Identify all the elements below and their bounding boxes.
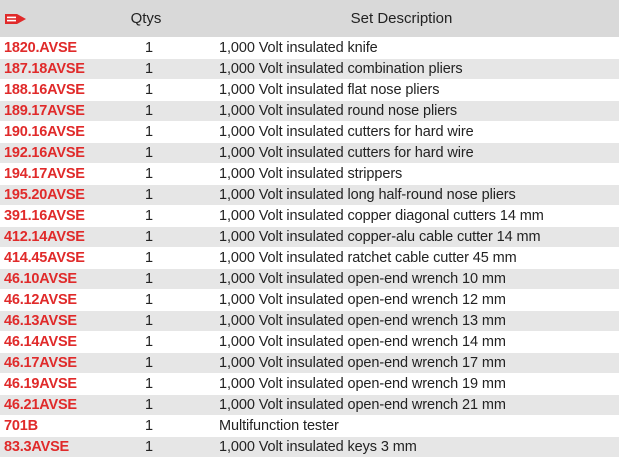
table-row (0, 121, 619, 142)
item-qty: 1 (144, 207, 154, 224)
item-qty: 1 (144, 270, 154, 287)
table-row (0, 37, 619, 58)
item-qty: 1 (144, 249, 154, 266)
item-qty: 1 (144, 60, 154, 77)
table-row (0, 331, 619, 352)
red-arrow-logo-icon (4, 12, 28, 26)
table-row (0, 226, 619, 247)
item-description: 1,000 Volt insulated ratchet cable cutter 45 mm (219, 249, 517, 266)
item-qty: 1 (144, 102, 154, 119)
table-row (0, 352, 619, 373)
item-code: 46.13AVSE (4, 312, 77, 329)
item-description: 1,000 Volt insulated keys 3 mm (219, 438, 417, 455)
item-code: 412.14AVSE (4, 228, 85, 245)
item-code: 391.16AVSE (4, 207, 85, 224)
item-qty: 1 (144, 312, 154, 329)
item-qty: 1 (144, 186, 154, 203)
item-description: 1,000 Volt insulated copper diagonal cutters 14 mm (219, 207, 544, 224)
table-header (0, 0, 619, 37)
item-code: 46.17AVSE (4, 354, 77, 371)
item-description: 1,000 Volt insulated strippers (219, 165, 403, 182)
table-row (0, 415, 619, 436)
item-qty: 1 (144, 333, 154, 350)
item-qty: 1 (144, 39, 154, 56)
item-code: 187.18AVSE (4, 60, 85, 77)
item-code: 189.17AVSE (4, 102, 85, 119)
table-row (0, 58, 619, 79)
table-row (0, 436, 619, 457)
table-row (0, 163, 619, 184)
item-qty: 1 (144, 375, 154, 392)
table-row (0, 100, 619, 121)
table-body (0, 37, 619, 457)
table-row (0, 310, 619, 331)
item-code: 46.14AVSE (4, 333, 77, 350)
description-column-header: Set Description (350, 9, 453, 27)
item-qty: 1 (144, 81, 154, 98)
item-qty: 1 (144, 417, 154, 434)
table-row (0, 142, 619, 163)
item-description: 1,000 Volt insulated open-end wrench 19 mm (219, 375, 506, 392)
item-code: 46.21AVSE (4, 396, 77, 413)
table-row (0, 205, 619, 226)
qty-column-header: Qtys (130, 9, 162, 27)
table-row (0, 373, 619, 394)
item-code: 188.16AVSE (4, 81, 85, 98)
item-code: 1820.AVSE (4, 39, 77, 56)
item-code: 414.45AVSE (4, 249, 85, 266)
item-description: 1,000 Volt insulated long half-round nose pliers (219, 186, 516, 203)
item-code: 83.3AVSE (4, 438, 70, 455)
item-description: 1,000 Volt insulated cutters for hard wire (219, 144, 474, 161)
item-code: 46.10AVSE (4, 270, 77, 287)
table-row (0, 394, 619, 415)
item-description: 1,000 Volt insulated copper-alu cable cutter 14 mm (219, 228, 541, 245)
item-code: 190.16AVSE (4, 123, 85, 140)
item-code: 701B (4, 417, 38, 434)
item-qty: 1 (144, 165, 154, 182)
item-qty: 1 (144, 354, 154, 371)
item-description: 1,000 Volt insulated open-end wrench 12 mm (219, 291, 506, 308)
item-description: 1,000 Volt insulated open-end wrench 21 mm (219, 396, 506, 413)
item-code: 195.20AVSE (4, 186, 85, 203)
item-qty: 1 (144, 291, 154, 308)
table-row (0, 268, 619, 289)
item-code: 46.12AVSE (4, 291, 77, 308)
table-row (0, 247, 619, 268)
table-row (0, 184, 619, 205)
item-description: 1,000 Volt insulated combination pliers (219, 60, 463, 77)
item-description: 1,000 Volt insulated flat nose pliers (219, 81, 440, 98)
item-description: Multifunction tester (219, 417, 339, 434)
item-qty: 1 (144, 123, 154, 140)
item-description: 1,000 Volt insulated open-end wrench 10 mm (219, 270, 506, 287)
item-description: 1,000 Volt insulated open-end wrench 13 mm (219, 312, 506, 329)
table-row (0, 79, 619, 100)
item-description: 1,000 Volt insulated round nose pliers (219, 102, 458, 119)
item-qty: 1 (144, 144, 154, 161)
item-code: 192.16AVSE (4, 144, 85, 161)
header-row (0, 0, 619, 37)
code-column-header (0, 0, 108, 37)
item-code: 46.19AVSE (4, 375, 77, 392)
item-qty: 1 (144, 396, 154, 413)
item-description: 1,000 Volt insulated knife (219, 39, 378, 56)
item-code: 194.17AVSE (4, 165, 85, 182)
table-row (0, 289, 619, 310)
item-qty: 1 (144, 438, 154, 455)
item-description: 1,000 Volt insulated cutters for hard wire (219, 123, 474, 140)
item-description: 1,000 Volt insulated open-end wrench 14 mm (219, 333, 506, 350)
item-description: 1,000 Volt insulated open-end wrench 17 mm (219, 354, 506, 371)
item-qty: 1 (144, 228, 154, 245)
